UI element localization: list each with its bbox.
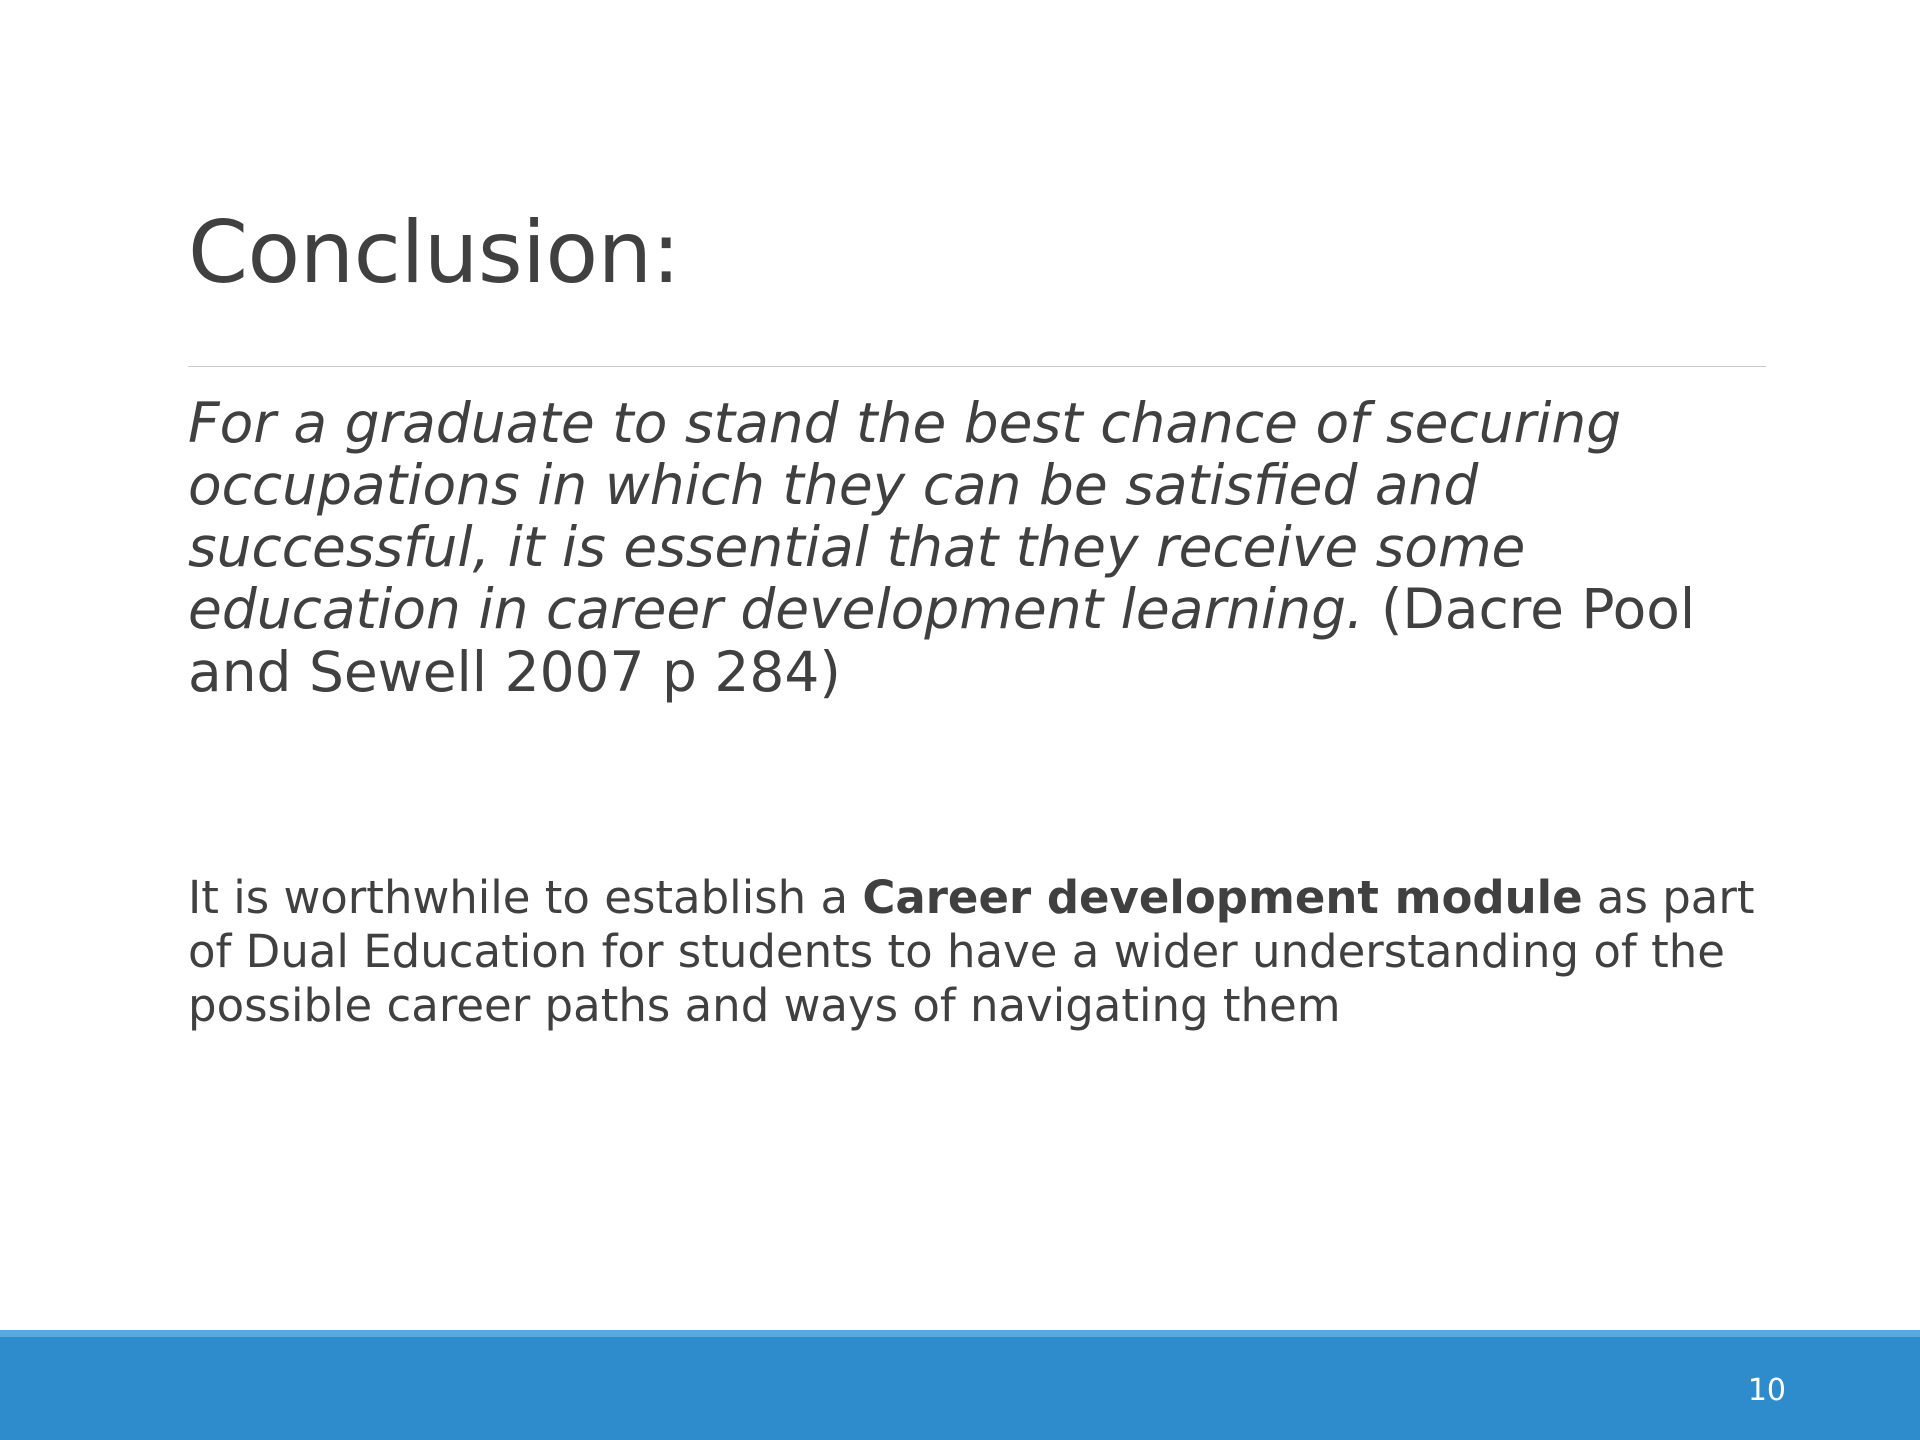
quote-italic-text: For a graduate to stand the best chance of securing occupations in which they can be satisfied and successful, it is essential that they receive some education in career development learning. xyxy=(188,391,1622,642)
slide-body xyxy=(188,392,1773,1033)
quote-citation: (Dacre Pool and Sewell 2007 p 284) xyxy=(188,577,1696,704)
page-title: Conclusion: xyxy=(188,203,681,303)
quote-paragraph xyxy=(188,392,1773,703)
second-paragraph xyxy=(188,871,1773,1033)
footer-band xyxy=(0,1337,1920,1440)
second-paragraph-emphasis: Career development module xyxy=(862,870,1583,924)
page-number: 10 xyxy=(1747,1373,1786,1408)
title-divider xyxy=(188,366,1766,367)
second-paragraph-tail: as part of Dual Education for students to have a wider understanding of the possible career paths and ways of navigating them xyxy=(188,870,1755,1032)
footer-accent-bar xyxy=(0,1330,1920,1337)
paragraph-spacer xyxy=(188,703,1773,871)
second-paragraph-lead: It is worthwhile to establish a xyxy=(188,870,863,924)
